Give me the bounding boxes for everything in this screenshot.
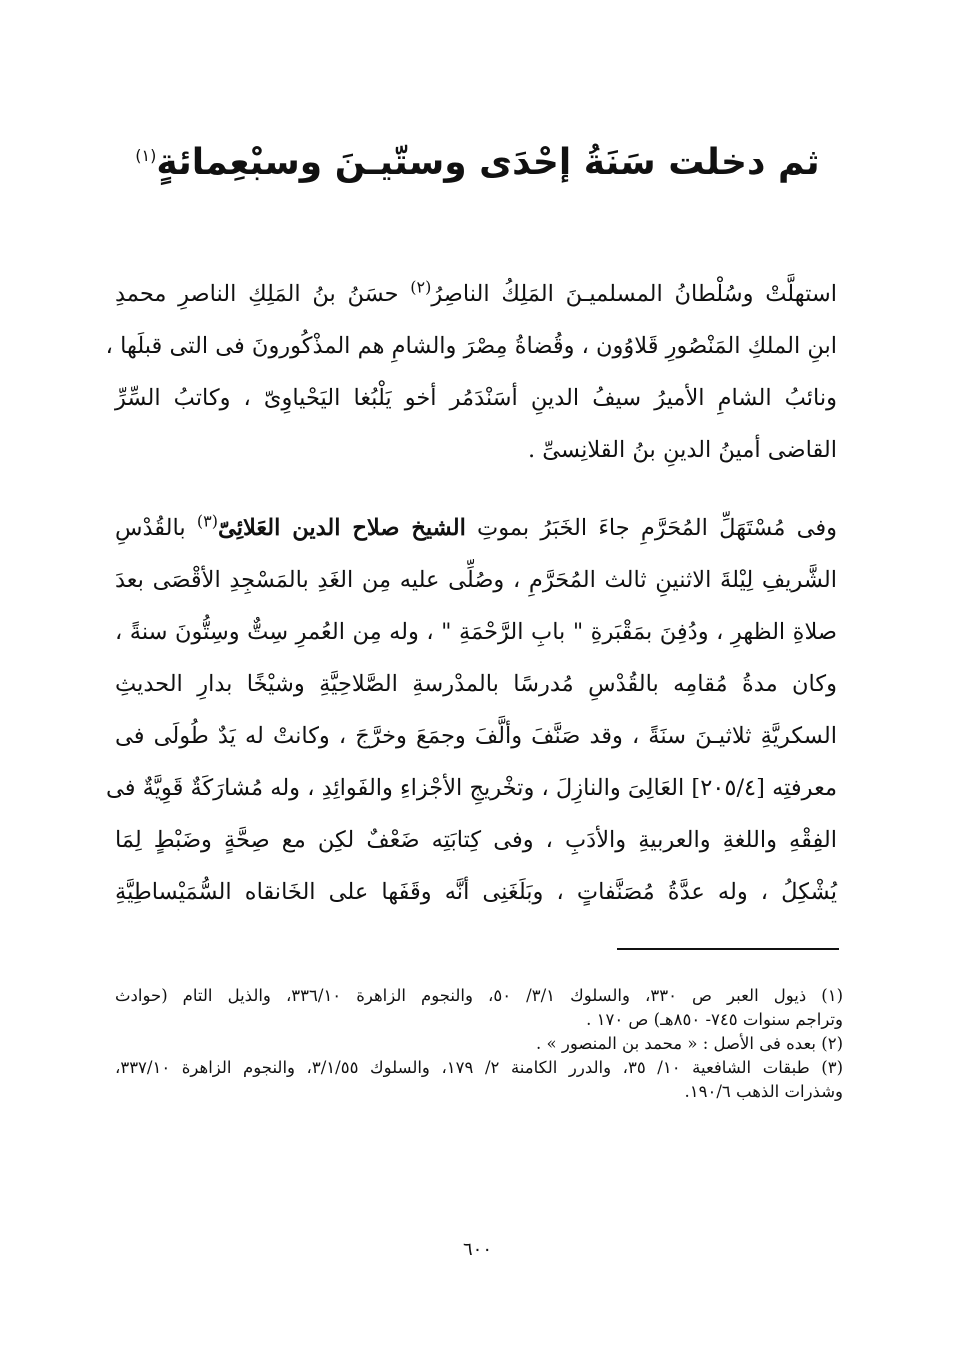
text-line: وكان مدةُ مُقامِه بالقُدْسِ مُدرسًا بالمدْرسةِ الصَّلاحِيَّةِ وشيْخًا بدارِ الحديثِ	[115, 671, 837, 697]
footnote-divider	[617, 948, 839, 950]
main-text	[105, 268, 837, 918]
chapter-title-text: ثم دخلت سَنَةُ إحْدَى وستّيـنَ وسبْعِمائةٍ	[156, 142, 820, 183]
footnote-line: وتراجم سنوات ٧٤٥- ٨٥٠هـ) ص ١٧٠ .	[586, 1010, 843, 1029]
text-line: معرفتِه [٢٠٥/٤] العَالِىَ والنازِلَ ، وتخْريجِ الأجْزاءِ والفَوائِدِ ، وله مُشارَكَةٌ قَوِيَّةٌ فى	[105, 775, 837, 801]
chapter-title	[100, 138, 855, 188]
footnote-line: (١) ذيول العبر ص ٣٣٠، والسلوك ٣/١/ ٥٠، والنجوم الزاهرة ٣٣٦/١٠، والذيل التام (حوادث	[115, 986, 843, 1005]
footnote-marker: (٢)	[410, 277, 432, 297]
text-line	[115, 502, 837, 554]
text-segment: بالقُدْسِ	[115, 515, 197, 541]
footnote-line: وشذرات الذهب ١٩٠/٦.	[684, 1082, 843, 1101]
footnote-line: (٣) طبقات الشافعية ١٠/ ٣٥، والدرر الكامنة ٢/ ١٧٩، والسلوك ٣/١/٥٥، والنجوم الزاهرة ٣٣٧/١٠،	[115, 1058, 844, 1077]
text-segment: استهلَّتْ وسُلْطانُ المسلميـنَ المَلِكُ الناصِرُ	[431, 281, 837, 307]
footnotes	[115, 984, 843, 1104]
text-line: السكريَّةِ ثلاثيـنَ سنَةً ، وقد صَنَّفَ وألَّفَ وجمَعَ وخرَّجَ ، وكانتْ له يَدٌ طُولَى فى	[115, 723, 837, 749]
text-segment: حسَنُ بنُ المَلِكِ الناصرِ محمدِ	[115, 281, 411, 307]
scholar-name: الشيخ صلاح الدين العَلائِىّ	[217, 515, 466, 541]
footnote-marker: (١)	[135, 146, 157, 165]
text-line: صلاةِ الظهرِ ، ودُفِنَ بمَقْبَرةِ " بابِ الرَّحْمَةِ " ، وله مِن العُمرِ سِتٌّ وسِتُّونَ سنةً ،	[115, 619, 837, 645]
text-line: يُشْكِلُ ، وله عدَّةُ مُصَنَّفاتٍ ، وبَلَغَنِى أنَّه وقَفَها على الخَانقاه السُّمَيْساطِيَّةِ	[115, 879, 837, 905]
footnote-marker: (٣)	[196, 511, 218, 531]
text-line: ابنِ الملكِ المَنْصُورِ قَلاوُون ، وقُضاةُ مِصْرَ والشامِ هم المذْكُورونَ فى التى قبلَها ،	[105, 333, 837, 359]
text-segment: وفى مُسْتَهَلِّ المُحَرَّمِ جاءَ الخَبَرُ بموتِ	[465, 515, 837, 541]
paragraph-gap	[115, 476, 837, 502]
text-line	[115, 268, 837, 320]
text-line: ونائبُ الشامِ الأميرُ سيفُ الدينِ أسَنْدَمُر أخو يَلْبُغا اليَحْياوِىّ ، وكاتبُ السِّرِّ	[115, 385, 837, 411]
text-line: الفِقْهِ واللغةِ والعربيةِ والأدَبِ ، وفى كِتابَتِه ضَعْفٌ لكِن مع صِحَّةٍ وضَبْطٍ لِمَا	[115, 827, 837, 853]
text-line: الشَّريفِ لِيْلةَ الاثنينِ ثالث المُحَرَّمِ ، وصُلِّى عليه مِن الغَدِ بالمَسْجِدِ الأقْصَى بعدَ	[115, 567, 837, 593]
text-line: القاضى أمينُ الدينِ بنُ القلانِسىِّ .	[527, 437, 837, 463]
page-number: ٦٠٠	[462, 1239, 492, 1260]
footnote-line: (٢) بعده فى الأصل : « محمد بن المنصور » .	[536, 1034, 843, 1053]
